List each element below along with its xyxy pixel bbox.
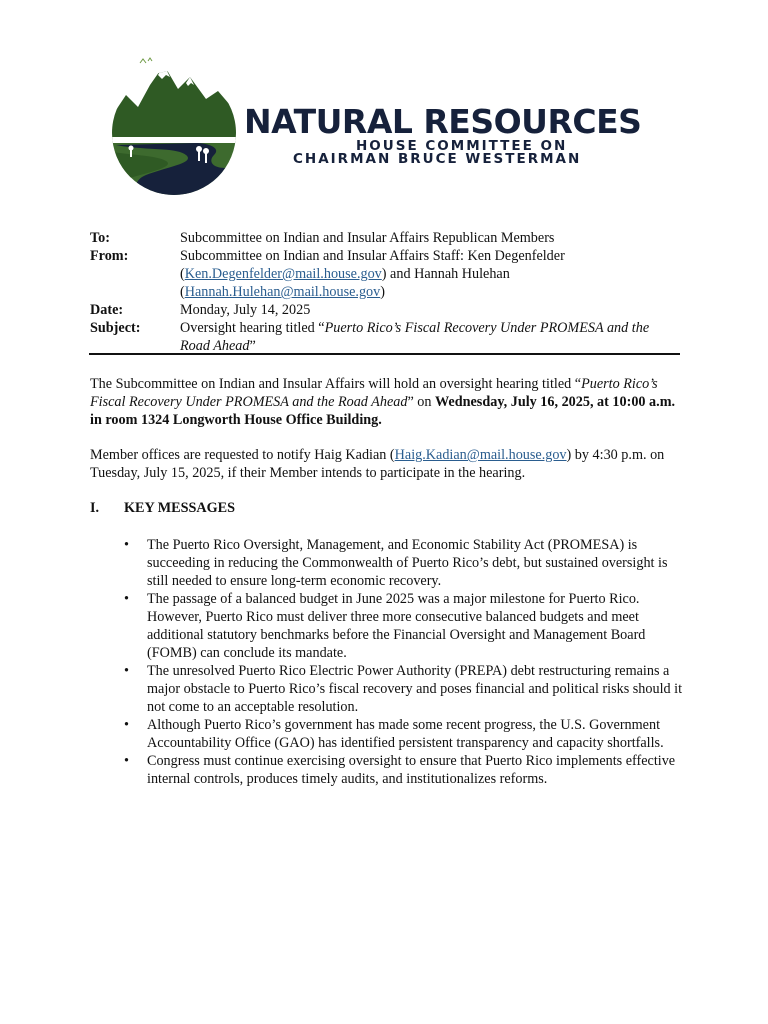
subject-title: Puerto Rico’s Fiscal Recovery Under PROMESA and the Road Ahead [180,320,650,354]
email-link-haig[interactable]: Haig.Kadian@mail.house.gov [394,447,567,463]
mountain-river-logo-icon [106,55,242,195]
org-title-natural-resources: NATURAL RESOURCES [244,102,642,141]
memo-to-label: To: [90,230,110,246]
header-divider [89,353,680,355]
notification-paragraph [90,446,680,482]
from-text-1: Subcommittee on Indian and Insular Affairs Staff: Ken Degenfelder ( [180,248,565,282]
email-link-ken[interactable]: Ken.Degenfelder@mail.house.gov [184,266,382,282]
list-item: • The passage of a balanced budget in June 2025 was a major milestone for Puerto Rico. However, Puerto Rico must deliver three more consecutive balanced budgets and meet additional statutory benchmarks before the Financial Oversight and Management Board (FOMB) can conclude its mandate. [124,590,684,662]
p1-date-location: Wednesday, July 16, 2025, at 10:00 a.m. in room 1324 Longworth House Office Building. [90,394,676,428]
memo-to-value: Subcommittee on Indian and Insular Affairs Republican Members [180,230,555,246]
memo-subject-label: Subject: [90,320,141,336]
list-item: • The Puerto Rico Oversight, Management, and Economic Stability Act (PROMESA) is succeeding in reducing the Commonwealth of Puerto Rico’s debt, but sustained oversight is still needed to ensure long-term economic recovery. [124,536,684,590]
memo-header [90,229,680,355]
memo-from-label: From: [90,248,129,264]
p1-prefix: The Subcommittee on Indian and Insular Affairs will hold an oversight hearing titled “ [90,376,582,392]
subject-suffix: ” [249,338,256,354]
email-link-hannah[interactable]: Hannah.Hulehan@mail.house.gov [184,284,381,300]
list-item: • Congress must continue exercising oversight to ensure that Puerto Rico implements effective internal controls, produces timely audits, and institutionalizes reforms. [124,752,684,788]
p2-prefix: Member offices are requested to notify Haig Kadian ( [90,447,395,463]
memo-from-value [180,247,680,301]
from-text-2: ) and Hannah Hulehan ( [180,266,510,300]
memo-subject-row [90,319,680,355]
section-heading [90,500,235,517]
list-item: • The unresolved Puerto Rico Electric Power Authority (PREPA) debt restructuring remains a major obstacle to Puerto Rico’s fiscal recovery and poses financial and political risks should it not come to an acceptable resolution. [124,662,684,716]
p1-mid: ” on [407,394,436,410]
section-number: I. [90,500,100,516]
memo-date-row [90,301,680,319]
memo-date-value: Monday, July 14, 2025 [180,302,311,318]
org-chairman-line: CHAIRMAN BRUCE WESTERMAN [293,151,582,167]
memo-from-row [90,247,680,301]
list-item: • Although Puerto Rico’s government has made some recent progress, the U.S. Government Accountability Office (GAO) has identified persistent transparency and capacity shortfalls. [124,716,684,752]
memo-date-label: Date: [90,302,124,318]
subject-prefix: Oversight hearing titled “ [180,320,325,336]
section-title: KEY MESSAGES [124,500,236,516]
from-text-3: ) [380,284,385,300]
memo-to-row [90,229,680,247]
p1-title: Puerto Rico’s Fiscal Recovery Under PROMESA and the Road Ahead [90,376,658,410]
p2-suffix: ) by 4:30 p.m. on Tuesday, July 15, 2025, if their Member intends to participate in the hearing. [90,447,665,481]
hearing-announcement-paragraph [90,375,680,429]
org-line-house-committee: HOUSE COMMITTEE ON [356,138,568,154]
memo-subject-value [180,319,680,355]
key-messages-list [124,536,684,788]
